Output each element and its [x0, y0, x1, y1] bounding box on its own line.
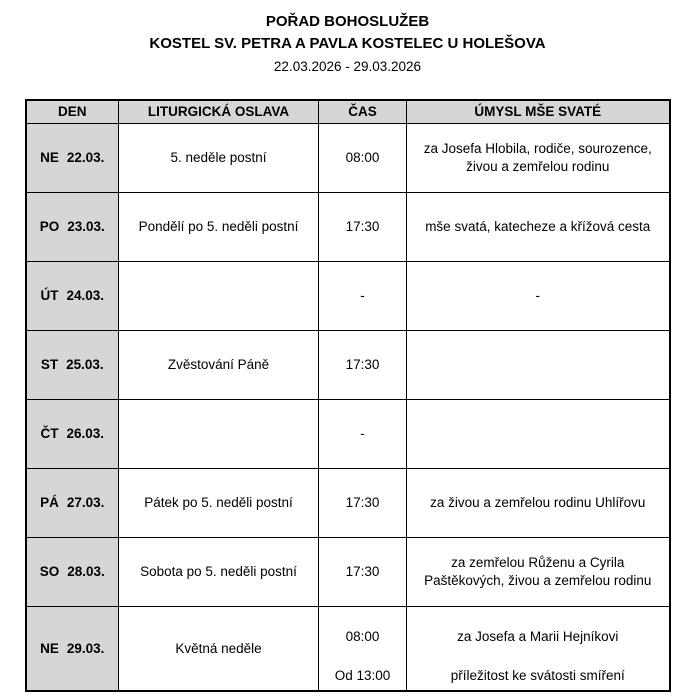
- day-date: 22.03.: [66, 149, 105, 165]
- table-row: [26, 468, 670, 537]
- day-cell: [26, 123, 119, 192]
- day-date: 26.03.: [66, 425, 105, 441]
- intention-cell: [407, 606, 670, 691]
- celebration-cell: [119, 399, 319, 468]
- intention-cell: za zemřelou Růženu a Cyrila Paštěkových, živou a zemřelou rodinu: [407, 537, 670, 606]
- column-header-liturgicka-oslava: LITURGICKÁ OSLAVA: [119, 100, 319, 123]
- day-date: 23.03.: [67, 218, 105, 234]
- day-abbrev: NE: [40, 640, 59, 656]
- celebration-cell: Pátek po 5. neděli postní: [119, 468, 319, 537]
- day-cell: [26, 330, 119, 399]
- celebration-cell: Květná neděle: [119, 606, 319, 691]
- celebration-cell: Sobota po 5. neděli postní: [119, 537, 319, 606]
- day-cell: [26, 537, 119, 606]
- celebration-cell: Pondělí po 5. neděli postní: [119, 192, 319, 261]
- date-range: 22.03.2026 - 29.03.2026: [273, 59, 422, 74]
- day-cell: [26, 261, 119, 330]
- time-cell: -: [319, 399, 407, 468]
- church-name: KOSTEL SV. PETRA A PAVLA KOSTELEC U HOLEŠOVA: [149, 35, 546, 52]
- day-abbrev: ÚT: [40, 287, 59, 303]
- table-row: [26, 330, 670, 399]
- intention-cell: mše svatá, katecheze a křížová cesta: [407, 192, 670, 261]
- column-header-den: DEN: [26, 100, 119, 123]
- celebration-cell: [119, 261, 319, 330]
- day-abbrev: PÁ: [40, 494, 59, 510]
- time-afternoon: Od 13:00: [334, 668, 391, 684]
- column-header-umysl-mse-svate: ÚMYSL MŠE SVATÉ: [407, 100, 670, 123]
- day-cell: [26, 468, 119, 537]
- day-date: 29.03.: [66, 640, 105, 656]
- table-row: [26, 123, 670, 192]
- document-header: [0, 0, 695, 74]
- table-row: [26, 399, 670, 468]
- schedule-body: [26, 123, 670, 691]
- intention-afternoon: příležitost ke svátosti smíření: [450, 668, 625, 684]
- time-cell: 17:30: [319, 330, 407, 399]
- time-cell: [319, 606, 407, 691]
- day-date: 28.03.: [67, 563, 105, 579]
- intention-cell: za Josefa Hlobila, rodiče, sourozence, živou a zemřelou rodinu: [407, 123, 670, 192]
- day-abbrev: SO: [39, 563, 60, 579]
- time-cell: -: [319, 261, 407, 330]
- table-row: [26, 537, 670, 606]
- day-date: 27.03.: [66, 494, 105, 510]
- document-title: POŘAD BOHOSLUŽEB: [265, 13, 430, 30]
- day-abbrev: ČT: [40, 425, 59, 441]
- time-cell: 08:00: [319, 123, 407, 192]
- intention-slots: [407, 607, 669, 690]
- intention-cell: za živou a zemřelou rodinu Uhlířovu: [407, 468, 670, 537]
- day-abbrev: NE: [40, 149, 59, 165]
- table-row: [26, 192, 670, 261]
- time-cell: 17:30: [319, 192, 407, 261]
- intention-cell: [407, 330, 670, 399]
- day-cell: [26, 606, 119, 691]
- day-cell: [26, 399, 119, 468]
- intention-cell: [407, 399, 670, 468]
- day-cell: [26, 192, 119, 261]
- column-header-cas: ČAS: [319, 100, 407, 123]
- day-date: 25.03.: [66, 356, 104, 372]
- intention-cell: -: [407, 261, 670, 330]
- day-date: 24.03.: [66, 287, 105, 303]
- time-cell: 17:30: [319, 537, 407, 606]
- table-row: [26, 606, 670, 691]
- day-abbrev: ST: [40, 356, 59, 372]
- time-morning: 08:00: [345, 629, 380, 645]
- time-cell: 17:30: [319, 468, 407, 537]
- celebration-cell: Zvěstování Páně: [119, 330, 319, 399]
- table-row: [26, 261, 670, 330]
- table-header-row: [26, 100, 670, 123]
- schedule-table: [25, 99, 671, 692]
- celebration-cell: 5. neděle postní: [119, 123, 319, 192]
- day-abbrev: PO: [39, 218, 60, 234]
- intention-morning: za Josefa a Marii Hejníkovi: [457, 629, 619, 645]
- time-slots: [319, 607, 406, 690]
